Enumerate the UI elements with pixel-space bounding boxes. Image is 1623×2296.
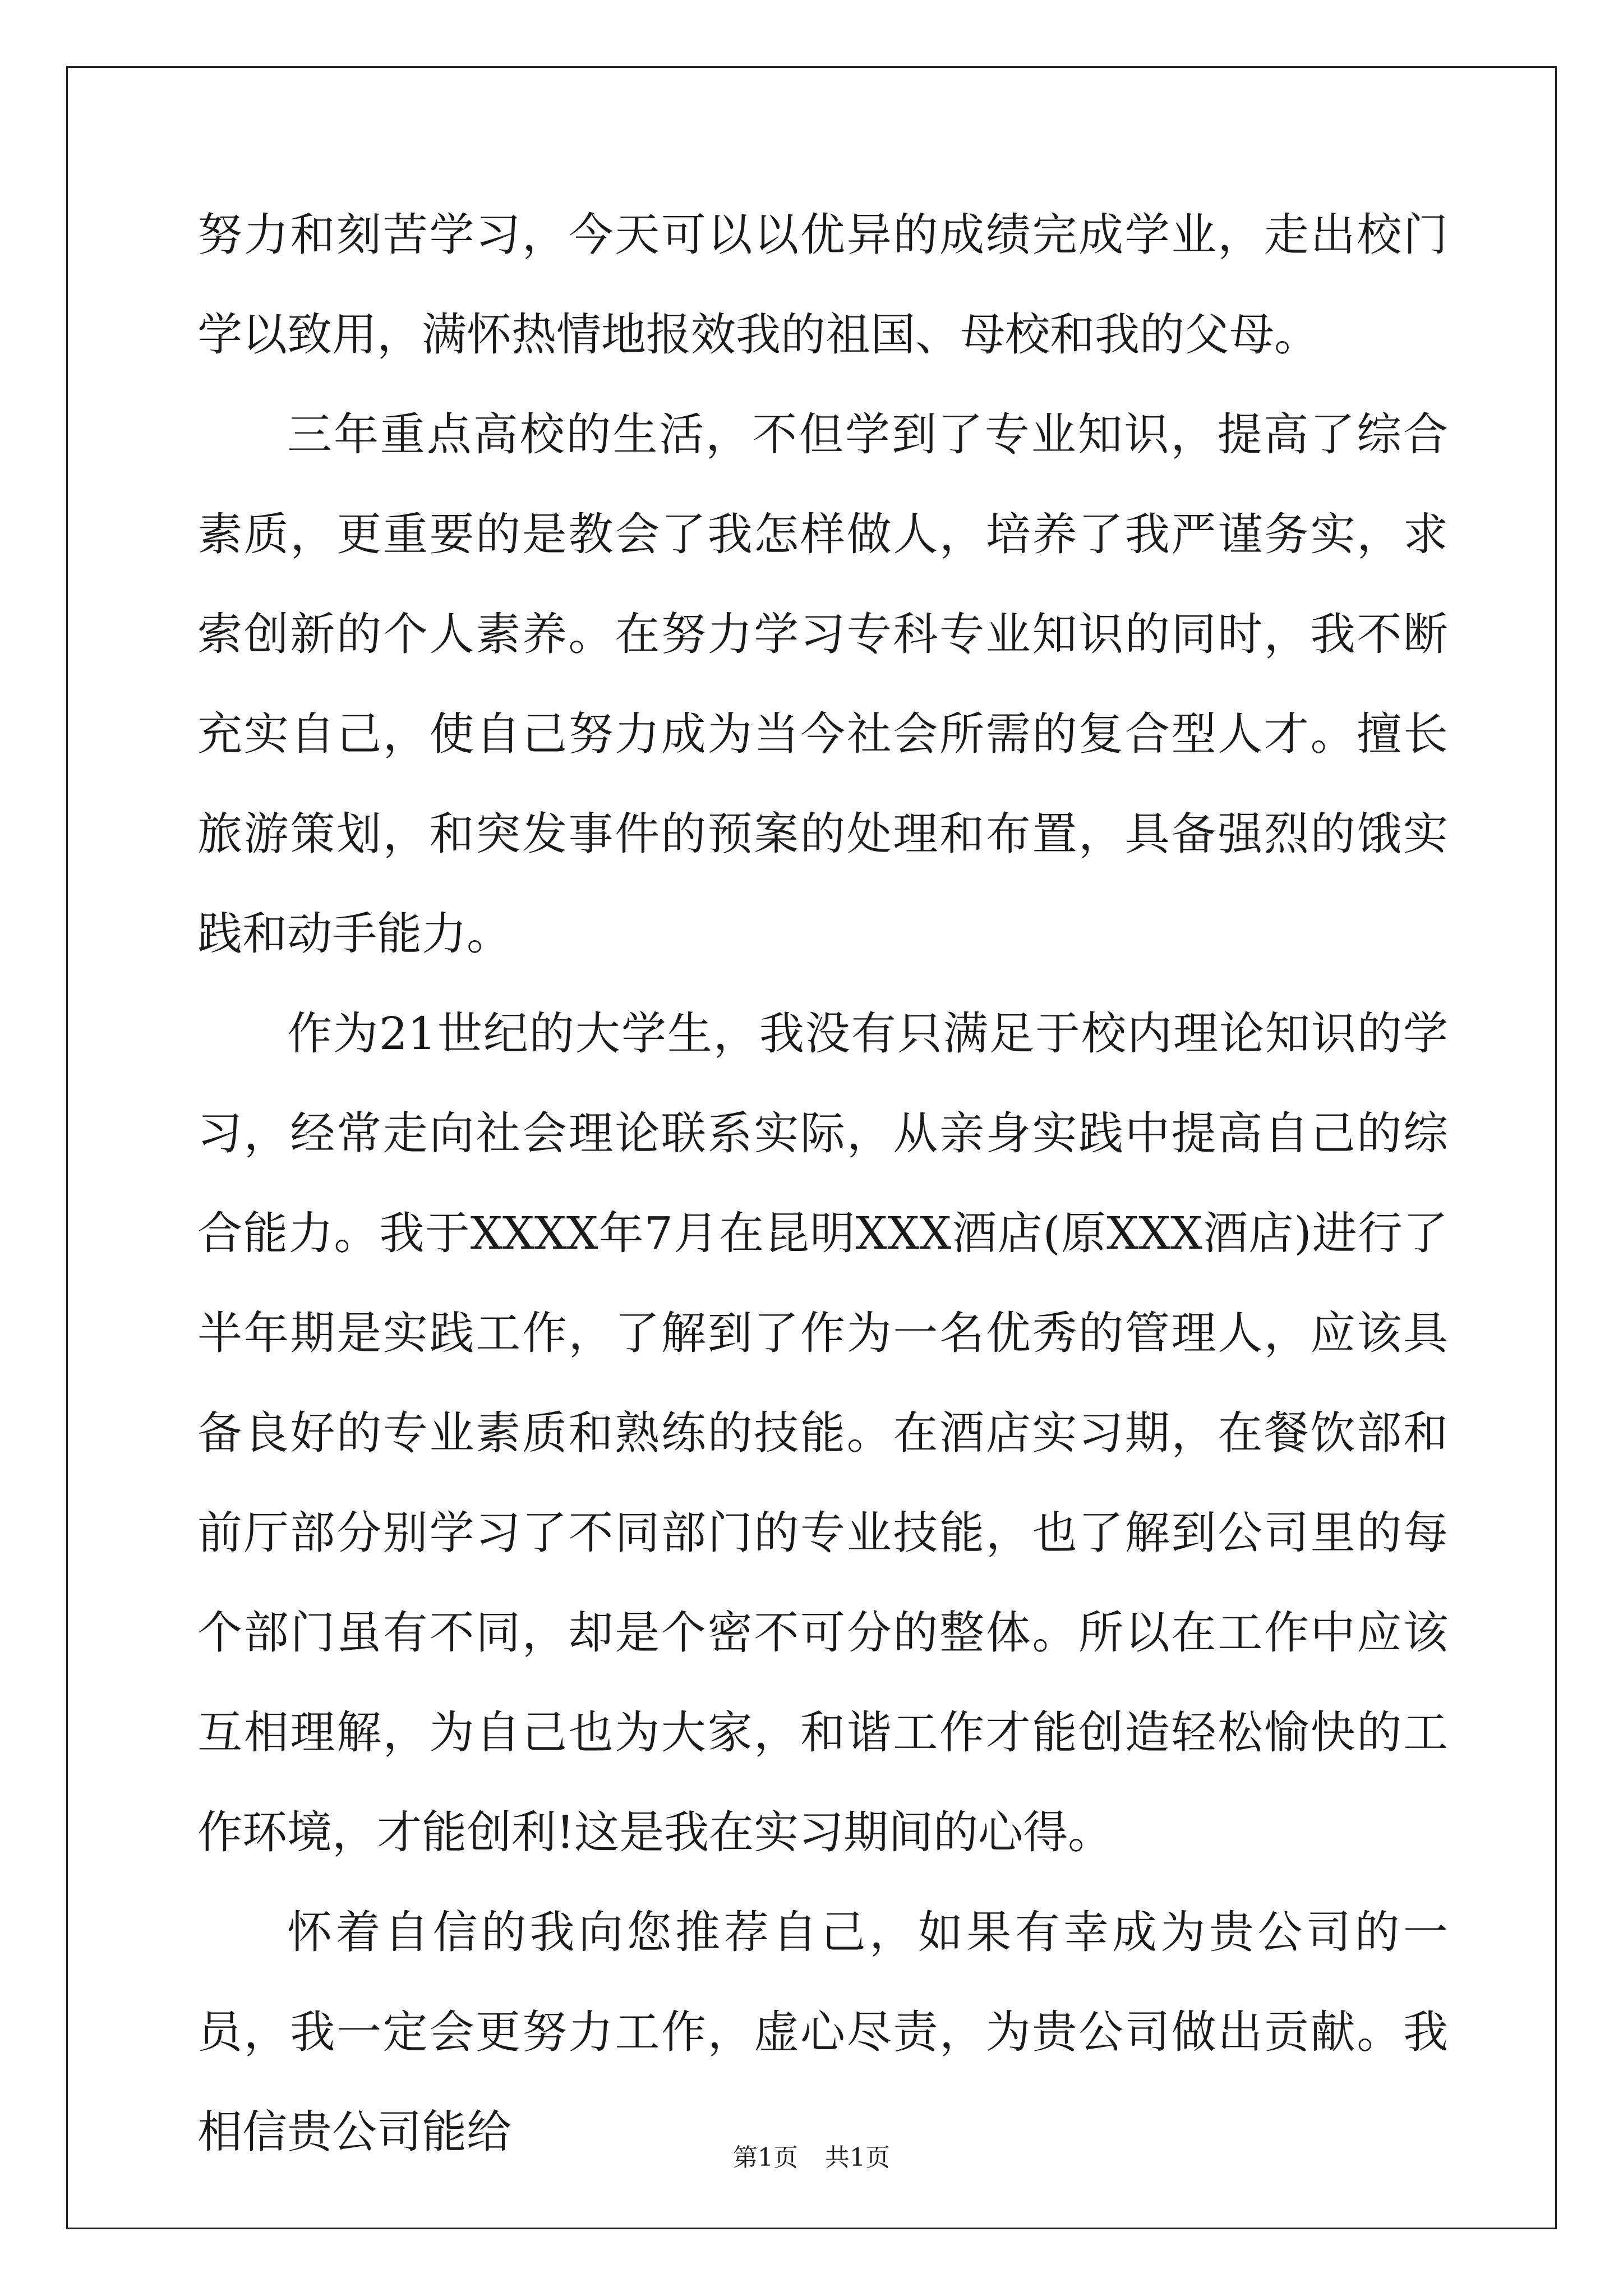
page-number: 第1页 [733,2143,798,2172]
paragraph-4: 怀着自信的我向您推荐自己，如果有幸成为贵公司的一员，我一定会更努力工作，虚心尽责，为贵公司做出贡献。我相信贵公司能给 [197,1906,1448,2158]
page-footer [0,2137,1623,2173]
paragraph-2: 三年重点高校的生活，不但学到了专业知识，提高了综合素质，更重要的是教会了我怎样做人，培养了我严谨务实，求索创新的个人素养。在努力学习专科专业知识的同时，我不断充实自己，使自己努力成为当今社会所需的复合型人才。擅长旅游策划，和突发事件的预案的处理和布置，具备强烈的饿实践和动手能力。 [197,408,1448,960]
page-total: 共1页 [825,2143,890,2172]
paragraph-3: 作为21世纪的大学生，我没有只满足于校内理论知识的学习，经常走向社会理论联系实际，从亲身实践中提高自己的综合能力。我于XXXX年7月在昆明XXX酒店(原XXX酒店)进行了半年期是实践工作，了解到了作为一名优秀的管理人，应该具备良好的专业素质和熟练的技能。在酒店实习期，在餐饮部和前厅部分别学习了不同部门的专业技能，也了解到公司里的每个部门虽有不同，却是个密不可分的整体。所以在工作中应该互相理解，为自己也为大家，和谐工作才能创造轻松愉快的工作环境，才能创利!这是我在实习期间的心得。 [197,1007,1448,1858]
document-body [197,185,1448,2182]
paragraph-1: 努力和刻苦学习，今天可以以优异的成绩完成学业，走出校门学以致用，满怀热情地报效我的祖国、母校和我的父母。 [197,209,1448,361]
